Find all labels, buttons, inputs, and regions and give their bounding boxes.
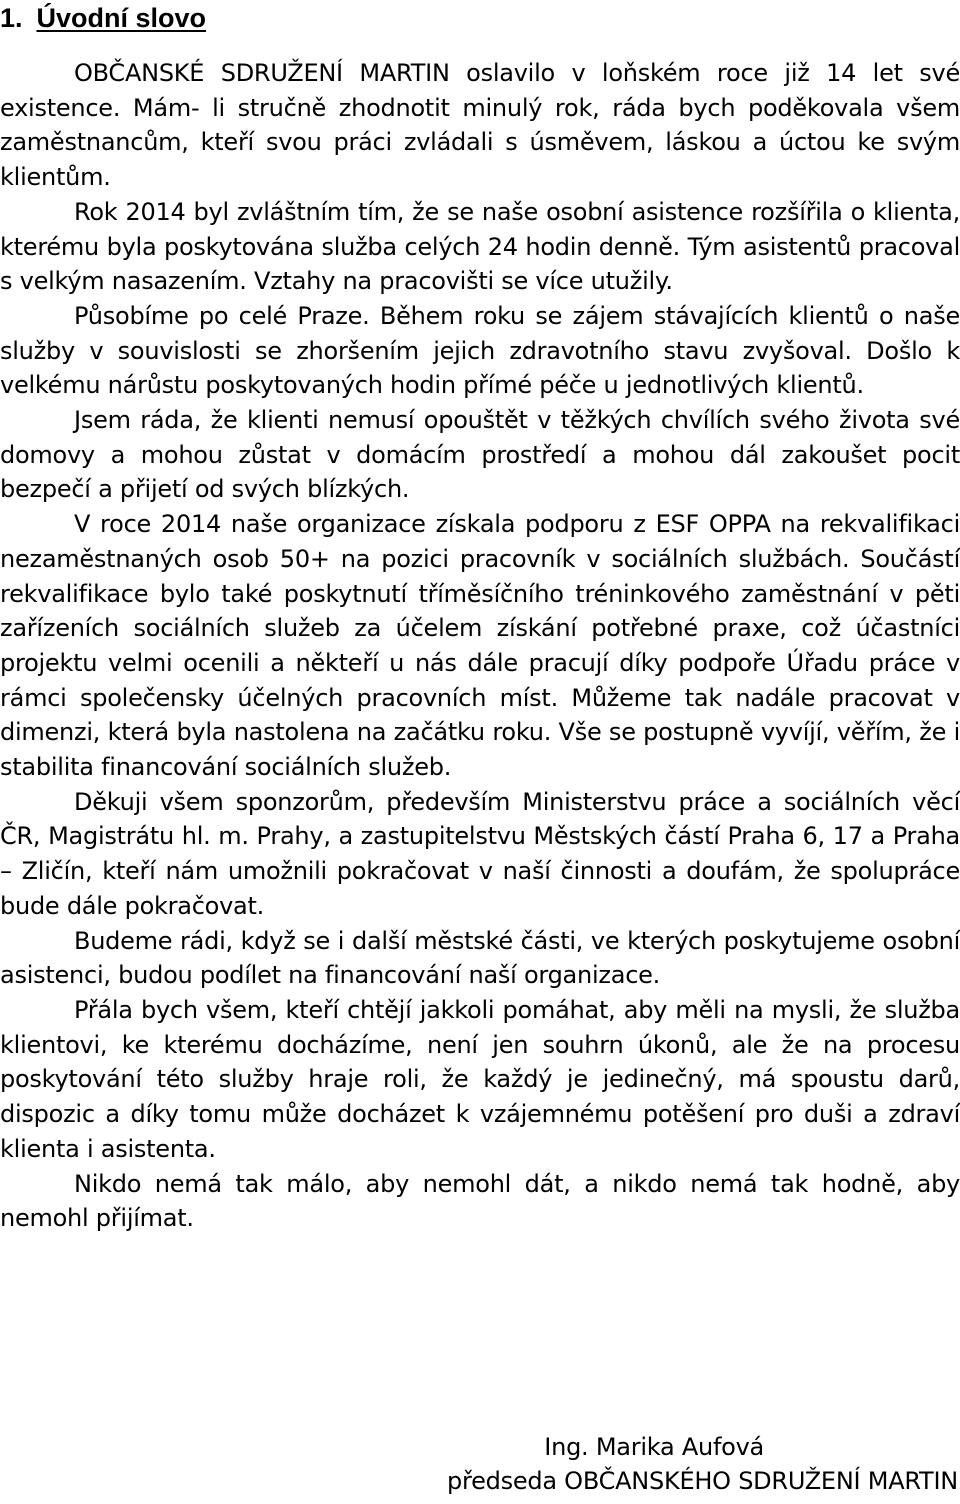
paragraph-home: Jsem ráda, že klienti nemusí opouštět v těžkých chvílích svého života své domovy a mohou zůstat v domácím prostředí a mohou dál zakoušet pocit bezpečí a přijetí od svých blízkých. (0, 406, 960, 504)
paragraph-closing: Nikdo nemá tak málo, aby nemohl dát, a nikdo nemá tak hodně, aby nemohl přijímat. (0, 1169, 960, 1233)
paragraph-wish: Přála bych všem, kteří chtějí jakkoli pomáhat, aby měli na mysli, že služba klientovi, ke kterému docházíme, není jen souhrn úkonů, ale že na procesu poskytování této služby hraje roli, že každý je jedinečný, má spoustu darů, dispozic a díky tomu může docházet k vzájemnému potěšení pro duši a zdraví klienta i asistenta. (0, 995, 960, 1163)
document-body (0, 56, 960, 1236)
section-number: 1. (0, 3, 23, 33)
paragraph-intro: OBČANSKÉ SDRUŽENÍ MARTIN oslavilo v loňském roce již 14 let své existence. Mám- li stručně zhodnotit minulý rok, ráda bych poděkovala všem zaměstnancům, kteří svou práci zvládali s úsměvem, láskou a úctou ke svým klientům. (0, 59, 960, 192)
paragraph-esf: V roce 2014 naše organizace získala podporu z ESF OPPA na rekvalifikaci nezaměstnaných osob 50+ na pozici pracovník v sociálních službách. Součástí rekvalifikace bylo také poskytnutí tříměsíčního tréninkového zaměstnání v pěti zařízeních sociálních služeb za účelem získání potřebné praxe, což účastníci projektu velmi ocenili a někteří u nás dále pracují díky podpoře Úřadu práce v rámci společensky účelných pracovních míst. Můžeme tak nadále pracovat v dimenzi, která byla nastolena na začátku roku. Vše se postupně vyvíjí, věřím, že i stabilita financování sociálních služeb. (0, 510, 960, 782)
paragraph-districts: Budeme rádi, když se i další městské části, ve kterých poskytujeme osobní asistenci, budou podílet na financování naší organizace. (0, 926, 960, 990)
signature-role: předseda OBČANSKÉHO SDRUŽENÍ MARTIN (447, 1467, 958, 1495)
section-title: Úvodní slovo (36, 3, 207, 33)
signature-block (358, 1430, 958, 1498)
paragraph-prague: Působíme po celé Praze. Během roku se zájem stávajících klientů o naše služby v souvislosti se zhoršením jejich zdravotního stavu zvyšoval. Došlo k velkému nárůstu poskytovaných hodin přímé péče u jednotlivých klientů. (0, 301, 960, 400)
section-heading (0, 0, 206, 36)
signature-name: Ing. Marika Aufová (544, 1433, 764, 1461)
paragraph-thanks: Děkuji všem sponzorům, především Ministerstvu práce a sociálních věcí ČR, Magistrátu hl. m. Prahy, a zastupitelstvu Městských částí Praha 6, 17 a Praha – Zličín, kteří nám umožnili pokračovat v naší činnosti a doufám, že spolupráce bude dále pokračovat. (0, 787, 960, 920)
paragraph-2014: Rok 2014 byl zvláštním tím, že se naše osobní asistence rozšířila o klienta, kterému byla poskytována služba celých 24 hodin denně. Tým asistentů pracoval s velkým nasazením. Vztahy na pracovišti se více utužily. (0, 197, 960, 296)
